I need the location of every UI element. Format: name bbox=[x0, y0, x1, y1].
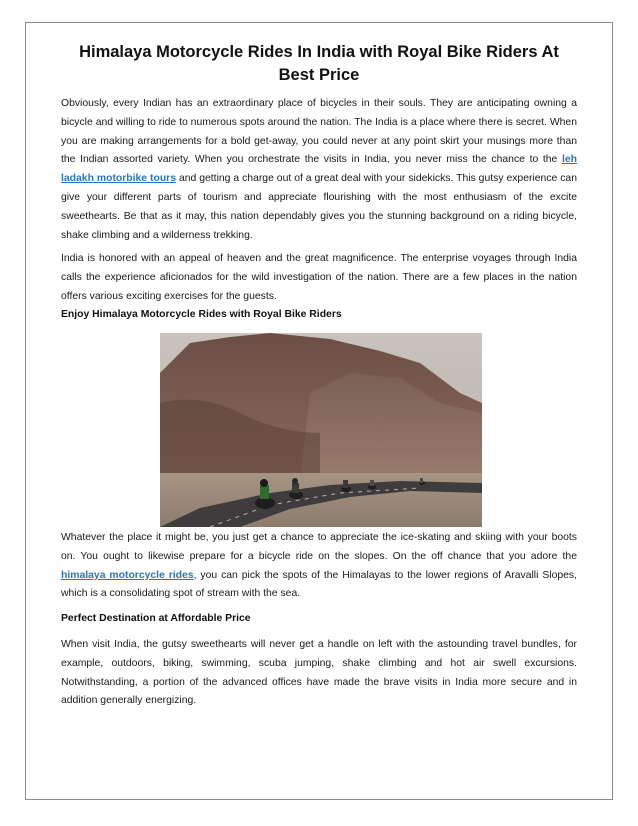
paragraph-intro-text-1: Obviously, every Indian has an extraordinary place of bicycles in their souls. They are anticipating owning a bicycle and willing to ride to numerous spots around the nation. The India is a place where there is secret. When you are making arrangements for a bold get-away, you could never at any point skirt your musings more than the Indian assorted variety. When you orchestrate the visits in India, you never miss the chance to the bbox=[61, 98, 577, 166]
paragraph-ice-skating bbox=[61, 529, 577, 604]
paragraph-intro bbox=[61, 95, 577, 245]
paragraph-intro-text-2: and getting a charge out of a great deal with your sidekicks. This gutsy experience can give your different parts of tourism and appreciate flourishing with the most enthusiasm of the excite sweethearts. Be that as it may, this nation dependably gives you the stunning background on a riding bicycle, shake climbing and a wilderness trekking. bbox=[61, 173, 577, 241]
himalaya-motorcycle-rides-link[interactable]: himalaya motorcycle rides bbox=[61, 569, 194, 581]
leh-ladakh-motorbike-tours-link[interactable]: leh ladakh motorbike tours bbox=[61, 154, 577, 185]
paragraph-heaven: India is honored with an appeal of heaven and the great magnificence. The enterprise voyages through India calls the experience aficionados for the wild investigation of the nation. There are a few places in the nation offers various exciting exercises for the guests. bbox=[61, 253, 577, 302]
paragraph-ice-skating-text-1: Whatever the place it might be, you just get a chance to appreciate the ice-skating and skiing with your boots on. You ought to likewise prepare for a bicycle ride on the slopes. On the off chance that you adore the bbox=[61, 532, 577, 562]
paragraph-ice-skating-text-2: , you can pick the spots of the Himalayas to the lower regions of Aravalli Slopes, which is a consolidating spot of stream with the sea. bbox=[61, 569, 577, 600]
paragraph-visit-india: When visit India, the gutsy sweethearts will never get a handle on left with the astounding travel bundles, for example, outdoors, biking, swimming, scuba jumping, shake climbing and hot air swell excursions. Notwithstanding, a portion of the advanced offices have made the brave visits in India more secure and in addition generally energizing. bbox=[61, 639, 577, 707]
page-title: Himalaya Motorcycle Rides In India with Royal Bike Riders At Best Price bbox=[79, 43, 559, 84]
section-heading-enjoy: Enjoy Himalaya Motorcycle Rides with Royal Bike Riders bbox=[61, 309, 342, 320]
motorcycle-riders-photo bbox=[160, 333, 482, 527]
section-heading-destination: Perfect Destination at Affordable Price bbox=[61, 613, 251, 624]
